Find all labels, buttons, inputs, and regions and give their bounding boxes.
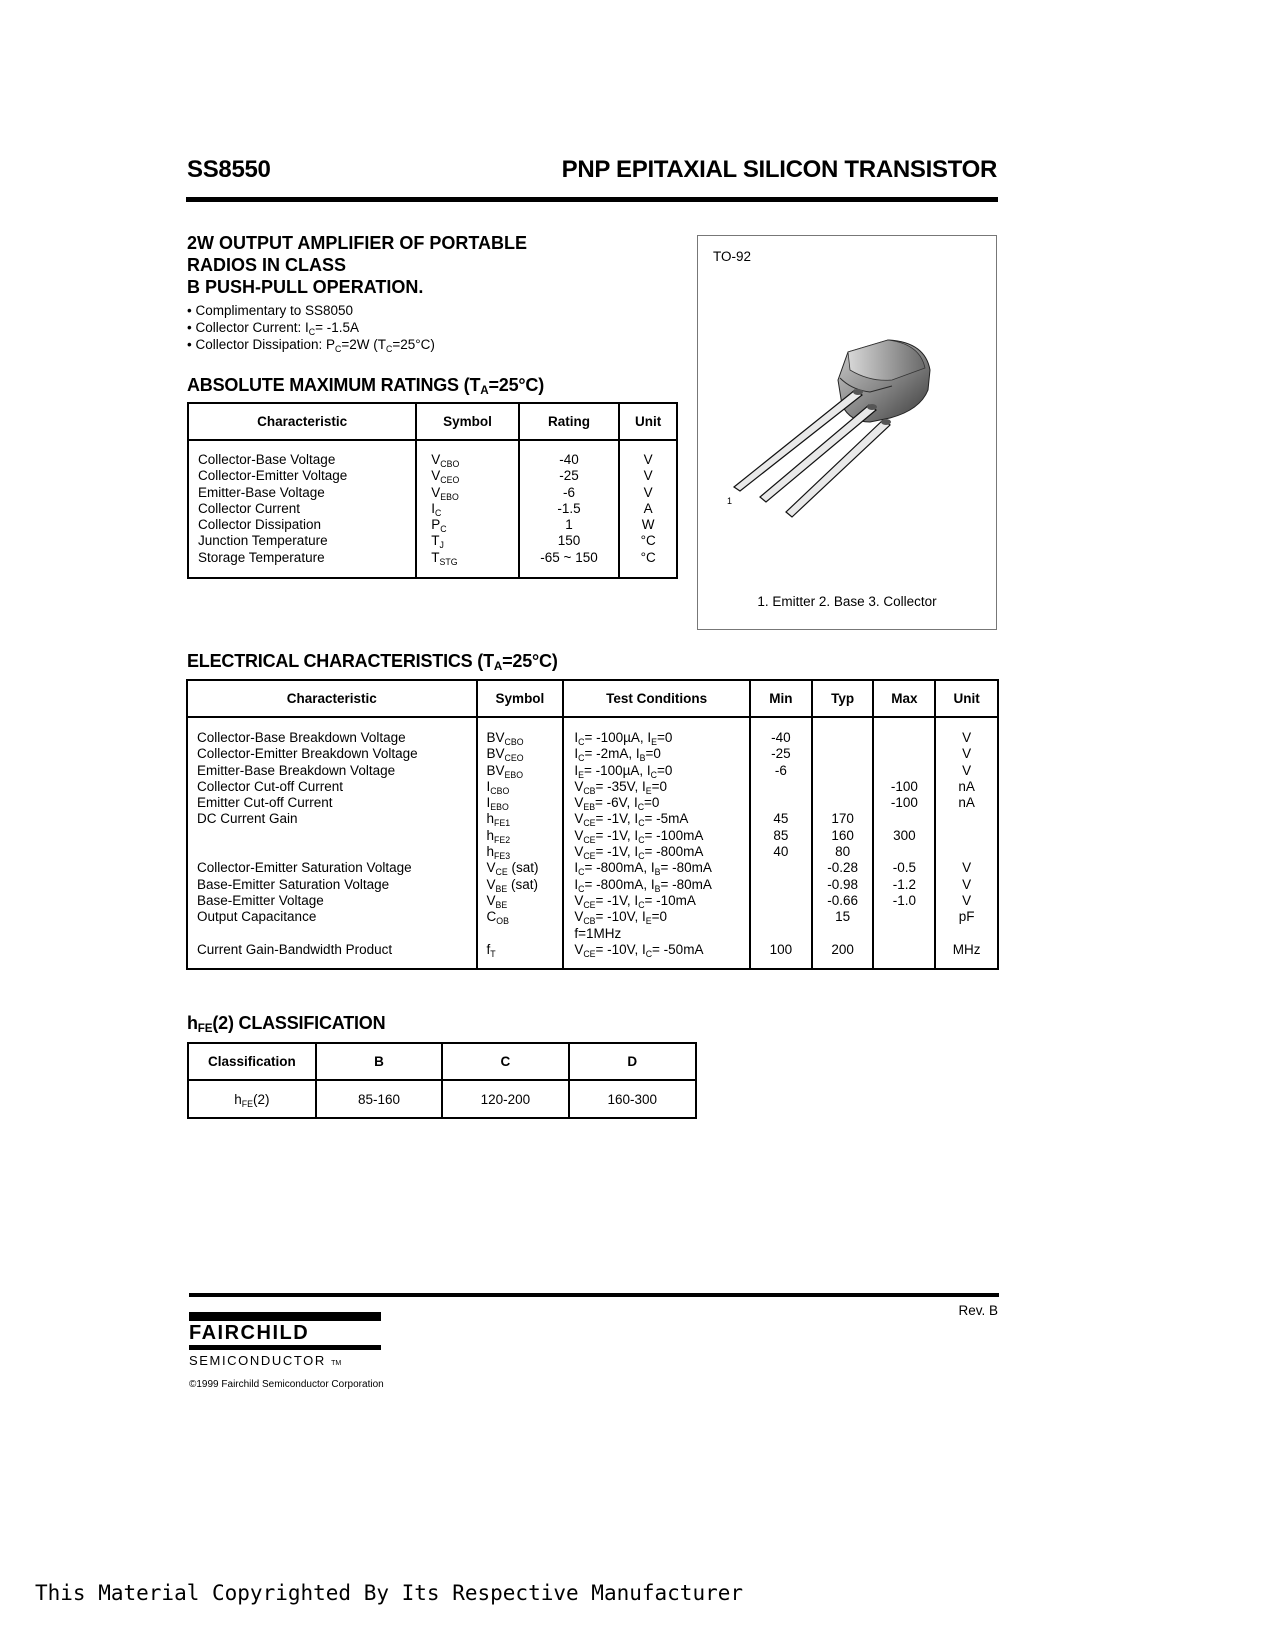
table-cell: W bbox=[641, 517, 655, 533]
table-cell bbox=[813, 779, 873, 795]
column-header: Characteristic bbox=[187, 680, 477, 717]
table-cell bbox=[751, 795, 811, 811]
table-cell: V bbox=[962, 860, 972, 876]
table-cell: $h_{FE2}$ bbox=[486, 827, 511, 845]
table-cell: nA bbox=[958, 778, 975, 794]
table-cell: V bbox=[962, 876, 972, 892]
table-cell: 200 bbox=[831, 941, 854, 957]
elec-typ bbox=[813, 718, 873, 958]
table-cell: Collector Current bbox=[198, 500, 301, 516]
feature-headline bbox=[187, 232, 527, 298]
to92-package-illustration bbox=[720, 330, 980, 530]
table-cell bbox=[487, 926, 563, 942]
elec-title: ELECTRICAL CHARACTERISTICS $(T_A=25^\circ C)$ bbox=[187, 651, 558, 673]
table-cell bbox=[751, 860, 811, 876]
column-header: D bbox=[569, 1043, 696, 1080]
abs-max-ratings bbox=[520, 441, 619, 566]
table-cell bbox=[813, 795, 873, 811]
table-cell bbox=[197, 926, 476, 942]
table-cell: -1.2 bbox=[892, 876, 916, 892]
abs-max-characteristics bbox=[189, 441, 415, 566]
table-cell: 150 bbox=[557, 533, 581, 549]
table-header-row bbox=[187, 680, 998, 717]
table-cell: MHz bbox=[952, 941, 981, 957]
table-cell: V bbox=[962, 762, 972, 778]
table-cell: -25 bbox=[559, 468, 579, 484]
table-cell: DC Current Gain bbox=[197, 811, 298, 827]
table-cell: $BV_{CEO}$ bbox=[486, 746, 524, 764]
table-cell: °C bbox=[640, 549, 656, 565]
column-header: Unit bbox=[935, 680, 998, 717]
table-cell: Output Capacitance bbox=[197, 909, 317, 925]
table-cell: -0.28 bbox=[827, 860, 858, 876]
column-header: Rating bbox=[519, 403, 620, 440]
table-cell: -1.5 bbox=[557, 500, 581, 516]
table-cell: V bbox=[643, 468, 653, 484]
table-cell: $I_{EBO}$ bbox=[486, 795, 509, 813]
table-cell: -0.66 bbox=[827, 892, 858, 908]
table-cell bbox=[874, 763, 934, 779]
table-cell: Emitter Cut-off Current bbox=[197, 795, 333, 811]
column-header: Symbol bbox=[477, 680, 564, 717]
table-cell: 170 bbox=[831, 811, 854, 827]
table-cell: $BV_{EBO}$ bbox=[486, 762, 524, 780]
table-cell: pF bbox=[958, 909, 975, 925]
table-cell bbox=[874, 942, 934, 958]
table-cell: 85-160 bbox=[316, 1080, 442, 1118]
table-cell: Collector-Base Breakdown Voltage bbox=[197, 730, 406, 745]
table-cell: $h_{FE3}$ bbox=[486, 844, 511, 862]
footer-rule bbox=[189, 1293, 999, 1297]
table-cell: $T_J$ bbox=[431, 533, 444, 551]
feature-item: • Collector Current: $I_C= -1.5A$ bbox=[187, 319, 435, 336]
revision: Rev. B bbox=[958, 1303, 998, 1318]
table-cell bbox=[751, 909, 811, 925]
copyright: ©1999 Fairchild Semiconductor Corporation bbox=[189, 1379, 384, 1390]
table-cell bbox=[936, 828, 997, 844]
column-header: C bbox=[442, 1043, 568, 1080]
table-cell: Storage Temperature bbox=[198, 549, 325, 565]
table-cell bbox=[936, 811, 997, 827]
table-cell: A bbox=[643, 500, 653, 516]
table-cell: 85 bbox=[773, 827, 789, 843]
table-cell: $V_{BE}$ (sat) bbox=[486, 876, 539, 894]
table-cell: nA bbox=[958, 795, 975, 811]
table-cell bbox=[936, 844, 997, 860]
table-cell: 15 bbox=[835, 909, 851, 925]
table-cell: $V_{CBO}$ bbox=[431, 452, 460, 469]
header-rule bbox=[186, 197, 998, 202]
table-cell bbox=[874, 844, 934, 860]
table-cell: Collector Dissipation bbox=[198, 517, 322, 533]
logo-main: FAIRCHILD bbox=[189, 1322, 310, 1344]
abs-max-units bbox=[620, 441, 676, 566]
abs-max-table bbox=[187, 402, 678, 579]
package-name: TO-92 bbox=[713, 249, 752, 264]
table-cell: f=1MHz bbox=[574, 925, 622, 941]
table-cell: $V_{CB}= -10V$, $I_E=0$ bbox=[574, 909, 667, 927]
table-cell: -6 bbox=[563, 484, 576, 500]
table-cell bbox=[197, 844, 476, 860]
column-header: Min bbox=[750, 680, 812, 717]
elec-table bbox=[186, 679, 999, 970]
table-cell bbox=[813, 746, 873, 762]
table-cell: $P_C$ bbox=[431, 517, 447, 535]
table-cell bbox=[874, 746, 934, 762]
table-cell: Emitter-Base Voltage bbox=[198, 484, 325, 500]
table-cell: -100 bbox=[890, 778, 918, 794]
feature-headline-line: 2W OUTPUT AMPLIFIER OF PORTABLE bbox=[187, 233, 527, 253]
table-cell: Collector Cut-off Current bbox=[197, 778, 344, 794]
page-title: PNP EPITAXIAL SILICON TRANSISTOR bbox=[561, 156, 997, 183]
column-header: Unit bbox=[619, 403, 677, 440]
column-header: Classification bbox=[188, 1043, 316, 1080]
table-cell: $I_C= -800mA$, $I_B= -80mA$ bbox=[574, 860, 712, 878]
table-cell: -100 bbox=[890, 795, 918, 811]
feature-headline-line: B PUSH-PULL OPERATION. bbox=[187, 277, 424, 297]
table-cell: Collector-Base Voltage bbox=[198, 452, 336, 467]
copyright-notice: This Material Copyrighted By Its Respective Manufacturer bbox=[35, 1581, 744, 1605]
elec-min bbox=[751, 718, 811, 958]
table-cell bbox=[813, 730, 873, 746]
table-cell: Collector-Emitter Voltage bbox=[198, 468, 348, 484]
table-cell: Base-Emitter Voltage bbox=[197, 892, 324, 908]
feature-item: • Complimentary to SS8050 bbox=[187, 302, 435, 319]
table-cell: Current Gain-Bandwidth Product bbox=[197, 941, 393, 957]
table-cell bbox=[874, 926, 934, 942]
table-row bbox=[188, 1080, 696, 1118]
part-number: SS8550 bbox=[187, 156, 271, 183]
table-cell: 40 bbox=[773, 844, 789, 860]
feature-item: • Collector Dissipation: $P_C=2W$ $(T_C=25^\circ C)$ bbox=[187, 336, 435, 353]
table-cell: V bbox=[643, 484, 653, 500]
table-cell: $V_{CE}= -10V$, $I_C= -50mA$ bbox=[574, 941, 704, 959]
table-cell: $I_E= -100\mu A$, $I_C=0$ bbox=[574, 762, 673, 780]
table-body bbox=[187, 717, 998, 969]
table-cell bbox=[197, 828, 476, 844]
elec-symbols bbox=[478, 718, 563, 958]
elec-characteristics bbox=[188, 718, 476, 958]
table-cell: 120-200 bbox=[442, 1080, 568, 1118]
table-cell: 45 bbox=[773, 811, 789, 827]
table-cell bbox=[874, 730, 934, 746]
table-cell: $V_{EBO}$ bbox=[431, 484, 459, 502]
table-cell bbox=[813, 763, 873, 779]
table-cell: $V_{CEO}$ bbox=[431, 468, 460, 486]
column-header: Characteristic bbox=[188, 403, 416, 440]
table-cell: V bbox=[962, 730, 972, 745]
table-cell: $h_{FE1}$ bbox=[486, 811, 511, 829]
table-cell: Collector-Emitter Breakdown Voltage bbox=[197, 746, 418, 762]
feature-headline-line: RADIOS IN CLASS bbox=[187, 255, 347, 275]
table-cell: $I_C= -800mA$, $I_B= -80mA$ bbox=[574, 876, 712, 894]
elec-unit bbox=[936, 718, 997, 958]
table-cell: Emitter-Base Breakdown Voltage bbox=[197, 762, 396, 778]
pin-assignment: 1. Emitter 2. Base 3. Collector bbox=[757, 594, 937, 609]
table-cell: $V_{CE}= -1V$, $I_C= -100mA$ bbox=[574, 827, 704, 845]
table-cell bbox=[813, 926, 873, 942]
table-cell: -40 bbox=[559, 452, 579, 467]
table-cell: -65 ~ 150 bbox=[540, 549, 598, 565]
column-header: B bbox=[316, 1043, 442, 1080]
table-cell: -25 bbox=[771, 746, 791, 762]
table-cell: $h_{FE}(2)$ bbox=[188, 1080, 316, 1118]
table-cell: $I_C= -100\mu A$, $I_E=0$ bbox=[574, 730, 673, 747]
elec-max bbox=[874, 718, 934, 958]
table-cell: $f_T$ bbox=[486, 941, 496, 959]
table-cell bbox=[751, 877, 811, 893]
table-cell: -0.98 bbox=[827, 876, 858, 892]
table-cell: $I_C$ bbox=[431, 500, 442, 518]
column-header: Typ bbox=[812, 680, 874, 717]
table-cell: $V_{CE}= -1V$, $I_C= -10mA$ bbox=[574, 892, 696, 910]
pin-one-label: 1 bbox=[727, 496, 733, 506]
abs-max-title: ABSOLUTE MAXIMUM RATINGS $(T_A=25^\circ C)$ bbox=[187, 375, 545, 397]
table-cell: $C_{OB}$ bbox=[486, 909, 509, 927]
table-cell: V bbox=[962, 892, 972, 908]
table-cell bbox=[936, 926, 997, 942]
table-cell: 80 bbox=[835, 844, 851, 860]
table-cell: 160-300 bbox=[569, 1080, 696, 1118]
table-header-row bbox=[188, 1043, 696, 1080]
logo-sub: SEMICONDUCTOR bbox=[189, 1353, 326, 1368]
table-cell bbox=[751, 893, 811, 909]
hfe-class-title: $h_{FE}(2)$ CLASSIFICATION bbox=[187, 1013, 386, 1035]
column-header: Symbol bbox=[416, 403, 518, 440]
table-cell: -40 bbox=[771, 730, 791, 745]
table-cell: 300 bbox=[893, 827, 916, 843]
table-cell: V bbox=[643, 452, 653, 467]
table-cell: $BV_{CBO}$ bbox=[486, 730, 524, 747]
table-header-row bbox=[188, 403, 677, 440]
table-cell: -0.5 bbox=[892, 860, 916, 876]
table-cell: $V_{EB}= -6V$, $I_C=0$ bbox=[574, 795, 660, 813]
fairchild-logo bbox=[189, 1312, 381, 1372]
abs-max-symbols bbox=[417, 441, 517, 566]
table-cell: °C bbox=[640, 533, 656, 549]
feature-list bbox=[187, 302, 435, 353]
table-cell: $V_{CE}= -1V$, $I_C= -800mA$ bbox=[574, 844, 704, 862]
table-cell: 100 bbox=[769, 941, 793, 957]
table-cell bbox=[874, 909, 934, 925]
table-cell: $I_{CBO}$ bbox=[486, 778, 510, 796]
table-body bbox=[188, 440, 677, 578]
table-cell: Base-Emitter Saturation Voltage bbox=[197, 876, 390, 892]
table-cell: Collector-Emitter Saturation Voltage bbox=[197, 860, 412, 876]
table-cell: V bbox=[962, 746, 972, 762]
column-header: Test Conditions bbox=[563, 680, 750, 717]
table-cell bbox=[751, 926, 811, 942]
table-cell: $T_{STG}$ bbox=[431, 549, 458, 567]
table-cell: $V_{CE}$ (sat) bbox=[486, 860, 539, 878]
table-cell: 1 bbox=[565, 517, 573, 533]
table-cell: $V_{CE}= -1V$, $I_C= -5mA$ bbox=[574, 811, 689, 829]
table-cell: -1.0 bbox=[892, 892, 916, 908]
logo-tm: TM bbox=[331, 1360, 342, 1367]
table-cell: $V_{BE}$ bbox=[486, 892, 508, 910]
table-cell: -6 bbox=[774, 762, 787, 778]
table-cell: Junction Temperature bbox=[198, 533, 328, 549]
table-cell: $V_{CB}= -35V$, $I_E=0$ bbox=[574, 778, 667, 796]
elec-test-conditions bbox=[564, 718, 749, 958]
table-cell bbox=[751, 779, 811, 795]
table-cell: 160 bbox=[831, 827, 854, 843]
column-header: Max bbox=[873, 680, 935, 717]
hfe-class-table bbox=[187, 1042, 697, 1119]
table-cell bbox=[874, 811, 934, 827]
table-cell: $I_C= -2mA$, $I_B=0$ bbox=[574, 746, 661, 764]
